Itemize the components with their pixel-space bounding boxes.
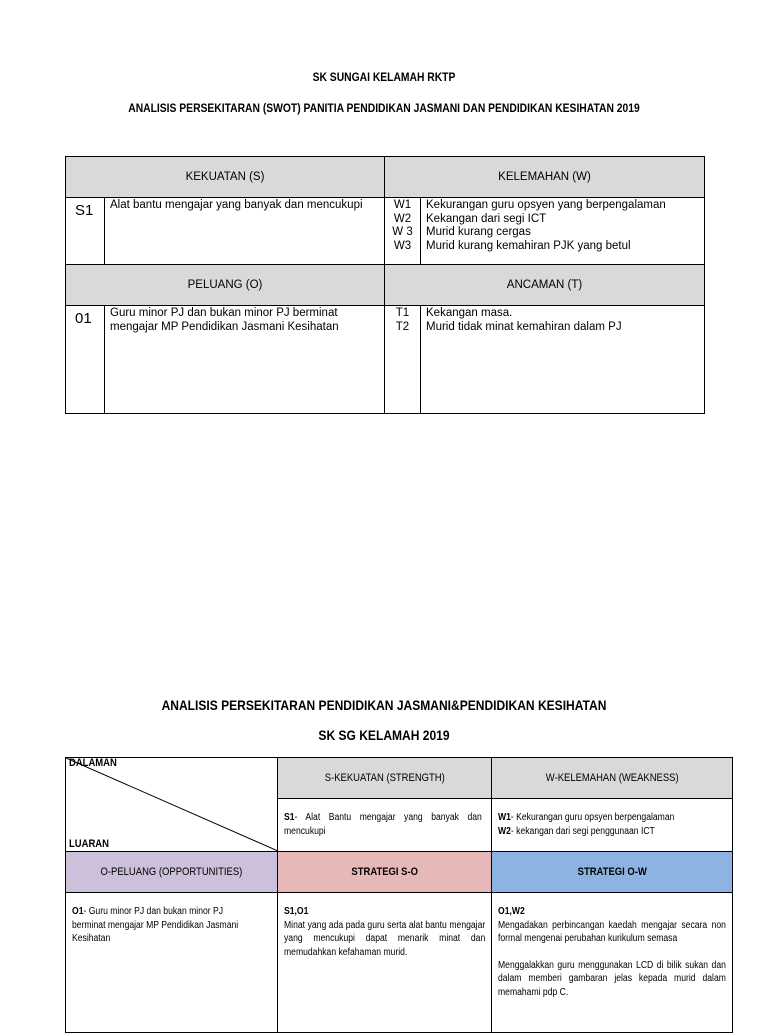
so-ref: S1,O1 xyxy=(284,906,309,917)
o-code: 01 xyxy=(66,306,105,414)
w-texts xyxy=(421,198,705,265)
t-code: T1 xyxy=(395,307,410,319)
t-text: Kekangan masa. xyxy=(426,307,513,319)
so-text: Minat yang ada pada guru serta alat bantu mengajar yang mencukupi dapat menarik minat dan memudahkan kefahaman murid. xyxy=(284,919,486,958)
s1-code: S1 xyxy=(284,812,295,824)
w1-text: - Kekurangan guru opsyen berpengalaman xyxy=(510,812,675,824)
swot-title: ANALISIS PERSEKITARAN (SWOT) PANITIA PENDIDIKAN JASMANI DAN PENDIDIKAN KESIHATAN 2019 xyxy=(128,101,640,115)
t-texts xyxy=(421,306,705,414)
o1-cell xyxy=(66,893,278,1033)
w-text: Murid kurang cergas xyxy=(426,226,531,238)
o1-text: - Guru minor PJ dan bukan minor PJ berminat mengajar MP Pendidikan Jasmani Kesihatan xyxy=(72,906,239,944)
w-kelemahan-header: W-KELEMAHAN (WEAKNESS) xyxy=(492,758,733,799)
dalaman-label: DALAMAN xyxy=(69,757,117,769)
o1-code: O1 xyxy=(72,906,84,917)
ow-ref: O1,W2 xyxy=(498,906,525,917)
strategi-so-header: STRATEGI S-O xyxy=(278,852,492,893)
s-kekuatan-header: S-KEKUATAN (STRENGTH) xyxy=(278,758,492,799)
analysis-subtitle: SK SG KELAMAH 2019 xyxy=(318,727,450,743)
luaran-label: LUARAN xyxy=(69,838,109,850)
dalaman-luaran-cell xyxy=(66,758,278,852)
school-name: SK SUNGAI KELAMAH RKTP xyxy=(312,70,456,84)
w-text: Kekurangan guru opsyen yang berpengalaman xyxy=(426,199,666,211)
t-codes xyxy=(385,306,421,414)
kelemahan-header: KELEMAHAN (W) xyxy=(385,157,705,198)
ow-cell xyxy=(492,893,733,1033)
strategi-ow-header: STRATEGI O-W xyxy=(492,852,733,893)
w-code: W3 xyxy=(393,239,412,252)
w-text: Kekangan dari segi ICT xyxy=(426,212,547,225)
o-peluang-header: O-PELUANG (OPPORTUNITIES) xyxy=(66,852,278,893)
peluang-header: PELUANG (O) xyxy=(66,265,385,306)
kekuatan-header: KEKUATAN (S) xyxy=(66,157,385,198)
s1-cell xyxy=(278,799,492,852)
w-cell xyxy=(492,799,733,852)
analysis-title: ANALISIS PERSEKITARAN PENDIDIKAN JASMANI&PENDIDIKAN KESIHATAN xyxy=(161,697,607,713)
w-code: W2 xyxy=(393,212,412,225)
w-code: W 3 xyxy=(392,226,413,238)
strategy-table xyxy=(65,757,733,1033)
swot-table xyxy=(65,156,705,414)
w2-code: W2 xyxy=(498,825,511,837)
o-text: Guru minor PJ dan bukan minor PJ berminat mengajar MP Pendidikan Jasmani Kesihatan xyxy=(105,306,385,414)
s-text: Alat bantu mengajar yang banyak dan mencukupi xyxy=(105,198,385,265)
s1-text: - Alat Bantu mengajar yang banyak dan mencukupi xyxy=(284,812,482,837)
t-code: T2 xyxy=(395,320,410,333)
t-text: Murid tidak minat kemahiran dalam PJ xyxy=(426,320,622,333)
ow-text-2: Menggalakkan guru menggunakan LCD di bilik sukan dan dalam memberi gambaran jelas kepada murid dalam memahami pdp C. xyxy=(498,959,726,998)
w1-code: W1 xyxy=(498,812,511,824)
w-codes xyxy=(385,198,421,265)
ow-text-1: Mengadakan perbincangan kaedah mengajar secara non formal mengenai perubahan kurikulum semasa xyxy=(498,919,726,944)
s-code: S1 xyxy=(66,198,105,265)
ancaman-header: ANCAMAN (T) xyxy=(385,265,705,306)
w-code: W1 xyxy=(393,199,412,211)
w-text: Murid kurang kemahiran PJK yang betul xyxy=(426,239,631,252)
w2-text: - kekangan dari segi penggunaan ICT xyxy=(510,825,655,837)
so-cell xyxy=(278,893,492,1033)
